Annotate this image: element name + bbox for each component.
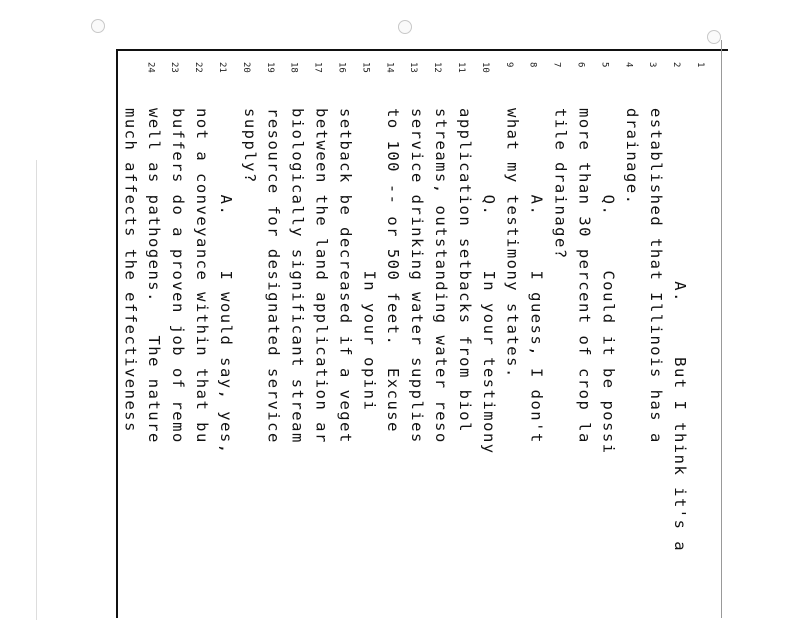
line-text: A. I would say, yes, — [216, 108, 235, 455]
line-text: what my testimony states. — [503, 108, 522, 379]
transcript-line — [527, 62, 567, 444]
punch-hole — [91, 19, 105, 33]
scan-artifact-line — [36, 160, 37, 620]
punch-hole — [707, 30, 721, 44]
line-text: tile drainage? — [551, 108, 570, 260]
line-number: 13 — [408, 62, 419, 73]
line-text: A. I guess, I don't — [527, 108, 546, 444]
line-text: Q. In your testimony — [479, 108, 498, 455]
line-number: 23 — [169, 62, 180, 73]
line-number: 15 — [360, 62, 371, 73]
line-text: service drinking water supplies — [408, 108, 427, 444]
line-text: A. But I think it's a — [671, 108, 689, 553]
line-number: 9 — [503, 62, 514, 68]
line-text: more than 30 percent of crop la — [575, 108, 594, 444]
line-text: not a conveyance within that bu — [193, 108, 211, 444]
line-text: established that Illinois has a — [647, 108, 666, 444]
line-text: between the land application ar — [312, 108, 331, 444]
line-number: 18 — [288, 62, 299, 73]
line-number: 5 — [599, 62, 610, 68]
transcript-line — [671, 62, 710, 553]
line-text: resource for designated service — [264, 108, 283, 444]
line-number: 8 — [527, 62, 538, 68]
line-number: 6 — [575, 62, 586, 68]
line-number: 4 — [623, 62, 634, 68]
transcript-line — [551, 62, 591, 260]
line-number: 7 — [551, 62, 562, 68]
line-text: supply? — [240, 108, 259, 184]
transcript-line — [121, 62, 160, 433]
line-number: 22 — [193, 62, 204, 73]
line-text: application setbacks from biol — [455, 108, 474, 433]
line-number: 17 — [312, 62, 323, 73]
line-number: 2 — [671, 62, 682, 68]
line-number: 1 — [695, 62, 705, 68]
line-number: 12 — [432, 62, 443, 73]
line-text: streams, outstanding water reso — [432, 108, 450, 444]
line-text: much affects the effectiveness — [121, 108, 140, 433]
transcript-line — [623, 62, 662, 206]
line-number: 10 — [479, 62, 490, 73]
line-text: In your opini — [360, 108, 379, 412]
line-text: to 100 -- or 500 feet. Excuse — [384, 108, 403, 433]
line-number: 16 — [336, 62, 347, 73]
line-number: 20 — [240, 62, 251, 73]
punch-hole — [398, 20, 412, 34]
line-number: 11 — [456, 62, 466, 73]
line-number: 14 — [384, 62, 395, 73]
line-text: biologically significant stream — [288, 108, 307, 444]
page-edge-right — [721, 40, 722, 618]
page-edge-left — [116, 49, 118, 618]
line-number: 19 — [264, 62, 275, 73]
transcript-line — [599, 62, 638, 455]
line-text: buffers do a proven job of remo — [169, 108, 188, 444]
line-number: 3 — [647, 62, 658, 68]
line-text: drainage. — [623, 108, 642, 206]
transcript-line — [647, 62, 686, 444]
line-number: 21 — [217, 62, 227, 73]
line-number: 24 — [145, 62, 156, 73]
transcript-page — [121, 62, 710, 618]
line-text: Q. Could it be possi — [599, 108, 618, 455]
transcript-line — [575, 62, 614, 444]
transcript-line — [503, 62, 543, 379]
line-text: setback be decreased if a veget — [336, 108, 355, 444]
line-text: well as pathogens. The nature — [145, 108, 164, 444]
page-edge-top — [118, 49, 728, 51]
